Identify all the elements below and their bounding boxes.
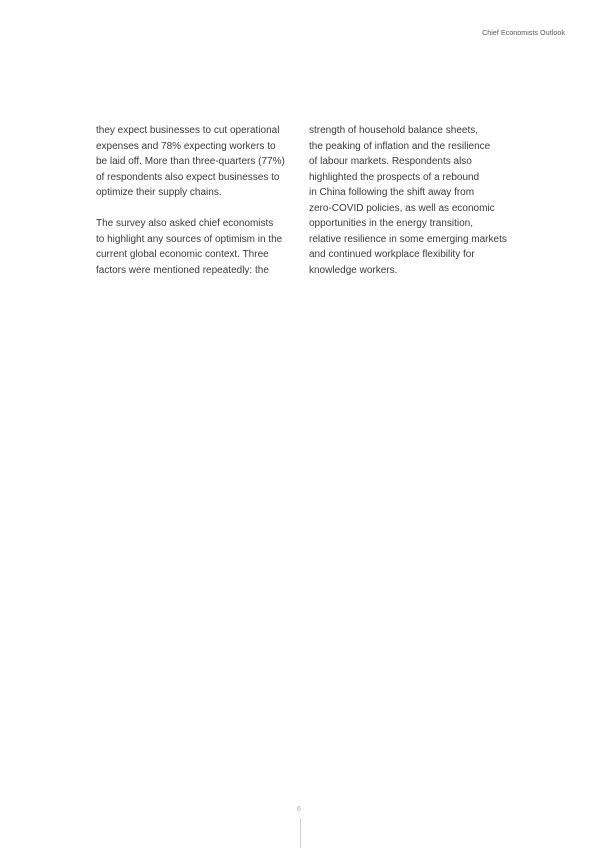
page-number: 6	[297, 806, 301, 813]
text-line: The survey also asked chief economists	[96, 218, 274, 229]
text-line: and continued workplace flexibility for	[309, 249, 475, 260]
text-line: strength of household balance sheets,	[309, 125, 479, 136]
text-line: highlighted the prospects of a rebound	[309, 171, 480, 183]
text-line: of labour markets. Respondents also	[309, 156, 472, 167]
right-column	[309, 123, 509, 278]
left-column	[96, 123, 292, 278]
text-line: to highlight any sources of optimism in the	[96, 233, 283, 245]
text-line: of respondents also expect businesses to	[96, 171, 280, 183]
text-line: the peaking of inflation and the resilience	[309, 140, 491, 152]
right-paragraph-1	[309, 123, 509, 278]
text-line: zero-COVID policies, as well as economic	[309, 202, 495, 214]
footer-divider	[300, 818, 301, 848]
text-line: opportunities in the energy transition,	[309, 218, 473, 229]
left-paragraph-2	[96, 216, 292, 278]
text-line: relative resilience in some emerging markets	[309, 233, 507, 245]
text-line: expenses and 78% expecting workers to	[96, 140, 276, 152]
left-paragraph-1	[96, 123, 292, 201]
text-line: optimize their supply chains.	[96, 187, 222, 198]
running-header: Chief Economists Outlook	[482, 30, 565, 37]
text-line: they expect businesses to cut operational	[96, 125, 280, 136]
text-line: in China following the shift away from	[309, 187, 475, 198]
text-line: current global economic context. Three	[96, 249, 269, 260]
text-line: factors were mentioned repeatedly: the	[96, 264, 269, 276]
text-line: knowledge workers.	[309, 264, 398, 276]
text-line: be laid off. More than three-quarters (77%)	[96, 156, 285, 167]
